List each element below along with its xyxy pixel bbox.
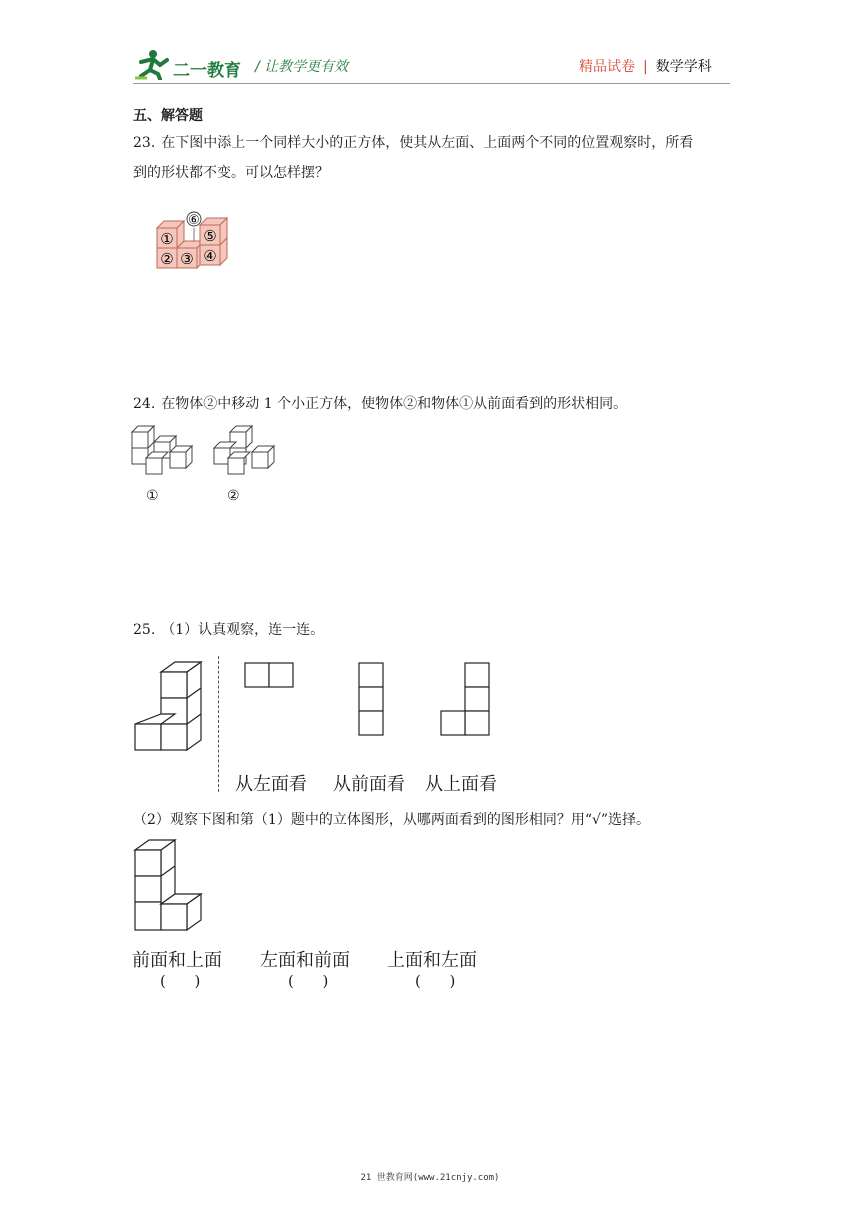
question-24-number: 24. xyxy=(133,396,156,412)
header-right xyxy=(579,56,712,76)
q24-object-2 xyxy=(212,424,282,479)
q24-object-1 xyxy=(130,424,200,479)
page-footer: 21 世教育网(www.21cnjy.com) xyxy=(360,1173,500,1183)
section-title: 五、解答题 xyxy=(133,108,203,124)
runner-logo-icon xyxy=(133,48,173,80)
question-23 xyxy=(133,133,733,183)
cube-label-1: ① xyxy=(160,230,174,248)
cube-label-6: ⑥ xyxy=(188,213,200,228)
cube-label-5: ⑤ xyxy=(203,227,217,245)
slogan-label: 让教学更有效 xyxy=(264,59,349,75)
question-25-part1-text: （1）认真观察，连一连。 xyxy=(161,622,325,638)
view-two-squares xyxy=(244,662,296,690)
q23-cube-figure xyxy=(150,206,240,272)
question-25-number: 25. xyxy=(133,622,156,638)
header-rule xyxy=(133,83,730,84)
question-24 xyxy=(133,394,733,414)
cube-label-2: ② xyxy=(160,250,174,268)
vertical-dotted-divider xyxy=(218,656,219,792)
cube-label-3: ③ xyxy=(180,250,194,268)
header-label: 精品试卷 xyxy=(579,59,635,75)
q24-caption-2: ② xyxy=(227,488,240,504)
slogan-text: / 让教学更有效 xyxy=(255,59,349,75)
question-23-line2: 到的形状都不变。可以怎样摆？ xyxy=(133,165,329,181)
question-25-part1 xyxy=(133,620,324,640)
view-l-shape xyxy=(440,662,492,738)
answer-blank-2[interactable]: ( ) xyxy=(288,972,329,990)
header xyxy=(133,48,733,82)
option-top-left: 上面和左面 xyxy=(387,950,477,971)
q24-caption-1: ① xyxy=(146,488,159,504)
cube-label-4: ④ xyxy=(203,247,217,265)
view-three-column xyxy=(358,662,386,738)
q25-second-solid xyxy=(132,838,208,934)
answer-blank-1[interactable]: ( ) xyxy=(160,972,201,990)
question-23-line1 xyxy=(133,133,733,153)
option-left-front: 左面和前面 xyxy=(260,950,350,971)
option-front-top: 前面和上面 xyxy=(132,950,222,971)
answer-blank-3[interactable]: ( ) xyxy=(415,972,456,990)
brand-logo-text: 二一教育 xyxy=(173,61,241,81)
question-23-text: 在下图中添上一个同样大小的正方体，使其从左面、上面两个不同的位置观察时，所看 xyxy=(161,135,694,151)
view-label-front: 从前面看 xyxy=(333,774,405,795)
view-label-top: 从上面看 xyxy=(425,774,497,795)
question-24-text: 在物体②中移动 1 个小正方体，使物体②和物体①从前面看到的形状相同。 xyxy=(161,396,628,412)
q25-solid-figure xyxy=(130,660,210,756)
question-23-number: 23. xyxy=(133,135,156,151)
header-divider: | xyxy=(643,59,648,75)
subject-label: 数学学科 xyxy=(655,59,712,75)
question-25-part2: （2）观察下图和第（1）题中的立体图形，从哪两面看到的图形相同？用“√”选择。 xyxy=(133,812,651,828)
view-label-left: 从左面看 xyxy=(235,774,307,795)
